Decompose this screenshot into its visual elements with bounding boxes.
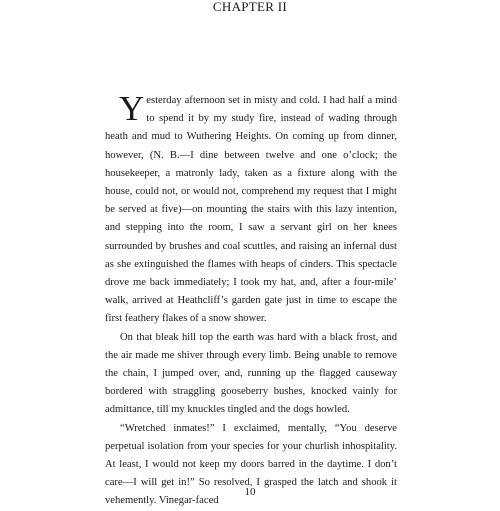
page-number: 10 [244, 486, 256, 498]
drop-cap: Y [119, 89, 145, 128]
paragraph-1 [105, 89, 397, 329]
paragraph-1-text: esterday afternoon set in misty and cold. I had half a mind to spend it by my study fire, instead of wading through heath and mud to Wuthering Heights. On coming up from dinner, however, (N. B.—I dine between twelve and one o’clock; the housekeeper, a matronly lady, taken as a fixture along with the house, could not, or would not, comprehend my request that I might be served at five)—on mounting the stairs with this lazy intention, and stepping into the room, I saw a servant girl on her knees surrounded by brushes and coal scuttles, and raising an infernal dust as she extinguished the flames with heaps of cinders. This spectacle drove me back immediately; I took my hat, and, after a four-mile’ walk, arrived at Heathcliff’s garden gate just in time to escape the first feathery flakes of a snow shower. [105, 95, 397, 325]
paragraph-3: “Wretched inmates!” I exclaimed, mentally, “You deserve perpetual isolation from your species for your churlish inhospitality. At least, I would not keep my doors barred in the daytime. I don’t care—I will get in!” So resolved, I grasped the latch and shook it vehemently. Vinegar-faced [105, 422, 397, 507]
paragraph-2: On that bleak hill top the earth was hard with a black frost, and the air made me shiver through every limb. Being unable to remove the chain, I jumped over, and, running up the flagged causeway bordered with straggling gooseberry bushes, knocked vainly for admittance, till my knuckles tingled and the dogs howled. [105, 331, 397, 416]
body-text [105, 89, 397, 511]
chapter-title: CHAPTER II [212, 0, 288, 14]
